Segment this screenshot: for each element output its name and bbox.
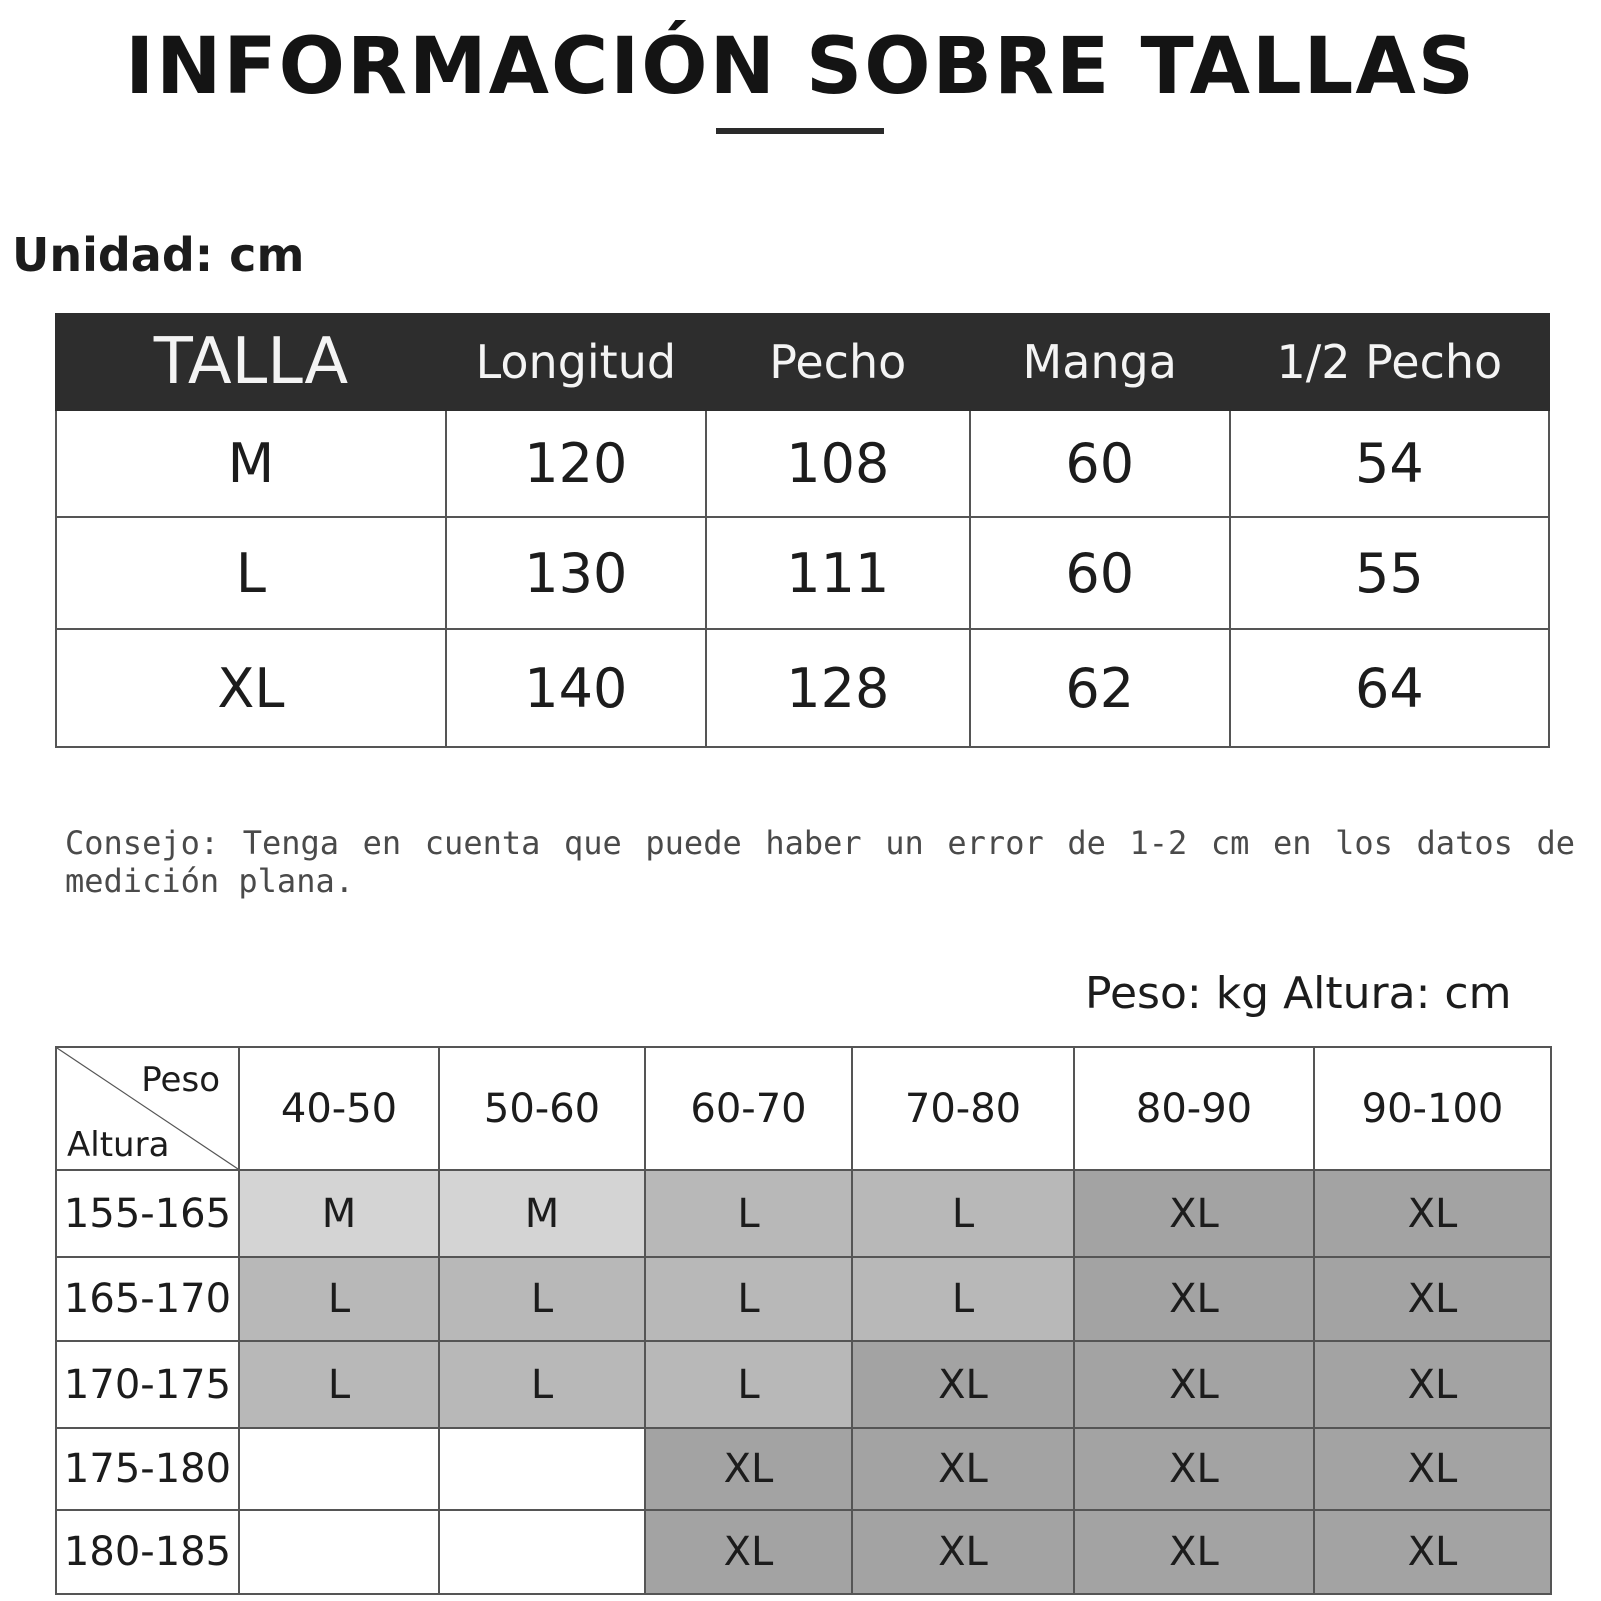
size-fit-cell: XL — [1074, 1510, 1314, 1594]
table-row — [56, 1428, 1551, 1510]
header-half-pecho: 1/2 Pecho — [1230, 314, 1549, 410]
units-label: Peso: kg Altura: cm — [1085, 968, 1512, 1019]
size-fit-table — [55, 1046, 1552, 1595]
table-row — [56, 1257, 1551, 1341]
size-fit-cell: L — [439, 1341, 645, 1428]
half-pecho-cell: 55 — [1230, 517, 1549, 629]
size-table-header-row — [56, 314, 1549, 410]
header-longitud: Longitud — [446, 314, 706, 410]
height-range-cell: 180-185 — [56, 1510, 239, 1594]
table-row — [56, 410, 1549, 517]
size-fit-cell: XL — [1074, 1257, 1314, 1341]
table-row — [56, 1510, 1551, 1594]
size-fit-cell: XL — [1314, 1510, 1551, 1594]
size-fit-cell: XL — [1074, 1341, 1314, 1428]
size-fit-cell — [439, 1428, 645, 1510]
height-range-cell: 175-180 — [56, 1428, 239, 1510]
size-fit-cell — [239, 1428, 439, 1510]
measurement-tip: Consejo: Tenga en cuenta que puede haber un error de 1-2 cm en los datos de medición plana. — [65, 824, 1575, 900]
title-divider — [716, 128, 884, 134]
unit-label: Unidad: cm — [12, 228, 305, 282]
size-fit-cell — [439, 1510, 645, 1594]
size-fit-cell: XL — [1314, 1257, 1551, 1341]
size-fit-cell: XL — [1074, 1428, 1314, 1510]
page-title: INFORMACIÓN SOBRE TALLAS — [125, 22, 1476, 112]
manga-cell: 62 — [970, 629, 1230, 747]
table-row — [56, 517, 1549, 629]
weight-range-header: 90-100 — [1314, 1047, 1551, 1170]
size-fit-cell: XL — [1314, 1341, 1551, 1428]
manga-cell: 60 — [970, 410, 1230, 517]
weight-range-header: 60-70 — [645, 1047, 852, 1170]
weight-range-header: 40-50 — [239, 1047, 439, 1170]
weight-range-header: 50-60 — [439, 1047, 645, 1170]
size-cell: XL — [56, 629, 446, 747]
header-pecho: Pecho — [706, 314, 970, 410]
table-row — [56, 629, 1549, 747]
table-row — [56, 1170, 1551, 1257]
size-fit-cell: L — [645, 1170, 852, 1257]
size-fit-cell: XL — [852, 1341, 1074, 1428]
longitud-cell: 120 — [446, 410, 706, 517]
size-fit-cell: M — [239, 1170, 439, 1257]
size-fit-cell: XL — [1074, 1170, 1314, 1257]
half-pecho-cell: 54 — [1230, 410, 1549, 517]
size-fit-cell: M — [439, 1170, 645, 1257]
size-measurements-table — [55, 313, 1550, 748]
size-fit-cell: L — [239, 1341, 439, 1428]
pecho-cell: 108 — [706, 410, 970, 517]
corner-altura-label: Altura — [67, 1125, 170, 1165]
size-cell: L — [56, 517, 446, 629]
height-range-cell: 155-165 — [56, 1170, 239, 1257]
size-fit-cell: XL — [645, 1428, 852, 1510]
size-fit-cell: XL — [1314, 1170, 1551, 1257]
longitud-cell: 140 — [446, 629, 706, 747]
corner-header-cell — [56, 1047, 239, 1170]
size-fit-cell: XL — [852, 1428, 1074, 1510]
size-fit-cell — [239, 1510, 439, 1594]
size-fit-cell: L — [439, 1257, 645, 1341]
header-manga: Manga — [970, 314, 1230, 410]
size-fit-cell: XL — [1314, 1428, 1551, 1510]
height-range-cell: 170-175 — [56, 1341, 239, 1428]
manga-cell: 60 — [970, 517, 1230, 629]
weight-range-header: 80-90 — [1074, 1047, 1314, 1170]
pecho-cell: 128 — [706, 629, 970, 747]
size-fit-cell: L — [239, 1257, 439, 1341]
weight-range-header: 70-80 — [852, 1047, 1074, 1170]
fit-table-header-row — [56, 1047, 1551, 1170]
table-row — [56, 1341, 1551, 1428]
size-fit-cell: L — [645, 1341, 852, 1428]
corner-peso-label: Peso — [141, 1060, 220, 1100]
size-fit-cell: XL — [852, 1510, 1074, 1594]
size-fit-cell: L — [852, 1170, 1074, 1257]
pecho-cell: 111 — [706, 517, 970, 629]
longitud-cell: 130 — [446, 517, 706, 629]
header-talla: TALLA — [56, 314, 446, 410]
half-pecho-cell: 64 — [1230, 629, 1549, 747]
size-fit-cell: XL — [645, 1510, 852, 1594]
height-range-cell: 165-170 — [56, 1257, 239, 1341]
size-fit-cell: L — [852, 1257, 1074, 1341]
size-cell: M — [56, 410, 446, 517]
size-fit-cell: L — [645, 1257, 852, 1341]
